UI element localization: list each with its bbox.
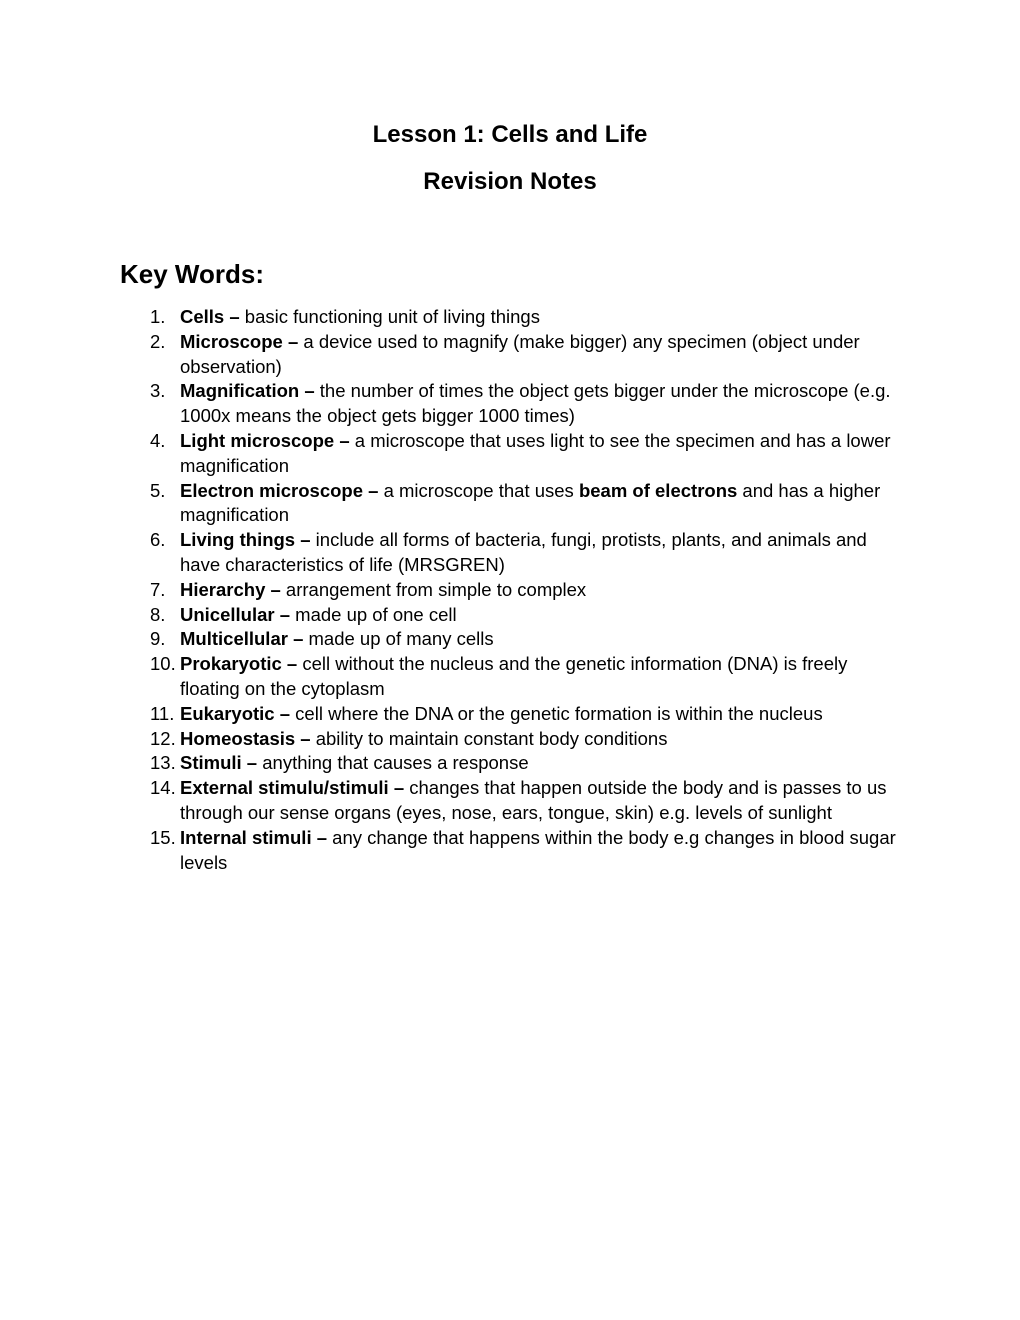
keyword-number: 5. <box>150 479 166 501</box>
keyword-definition: a microscope that uses <box>378 479 579 501</box>
key-words-list <box>0 305 1020 875</box>
keyword-definition: arrangement from simple to complex <box>280 578 587 600</box>
keyword-definition: changes that happen outside the body and is passes to us through our sense organs (eyes, nose, ears, tongue, skin) e.g. levels of sunlight <box>180 777 887 823</box>
keyword-definition-continued: and has a higher magnification <box>180 479 881 526</box>
keyword-number: 4. <box>150 429 166 451</box>
keyword-item-prokaryotic <box>0 652 1020 702</box>
keyword-item-unicellular <box>0 603 1020 628</box>
keyword-definition: cell without the nucleus and the genetic information (DNA) is freely floating on the cytoplasm <box>180 653 848 699</box>
keyword-term: Homeostasis – <box>180 727 311 749</box>
keyword-number: 9. <box>150 628 166 650</box>
keyword-number: 15. <box>150 826 176 848</box>
keyword-term: Electron microscope – <box>180 479 379 501</box>
keyword-term: Unicellular – <box>180 603 291 625</box>
keyword-term: Living things – <box>180 529 311 551</box>
keyword-item-eukaryotic <box>0 702 1020 727</box>
keyword-term: Cells – <box>180 306 240 327</box>
keyword-term: Multicellular – <box>180 628 304 650</box>
keyword-number: 13. <box>150 752 176 774</box>
keyword-emphasis: beam of electrons <box>578 479 738 501</box>
keyword-term: Microscope – <box>180 330 299 352</box>
keyword-number: 10. <box>150 653 176 675</box>
keyword-definition: any change that happens within the body e.g changes in blood sugar levels <box>180 826 896 873</box>
keyword-item-external-stimuli <box>0 776 1020 826</box>
keyword-term: Prokaryotic – <box>180 653 298 675</box>
keyword-definition: anything that causes a response <box>257 752 529 774</box>
keyword-term: Light microscope – <box>180 429 350 451</box>
keyword-number: 8. <box>150 603 166 625</box>
keyword-term: Magnification – <box>180 380 315 402</box>
keyword-definition: include all forms of bacteria, fungi, protists, plants, and animals and have characteristics of life (MRSGREN) <box>180 529 867 575</box>
keyword-item-stimuli <box>0 751 1020 776</box>
keyword-definition: cell where the DNA or the genetic formation is within the nucleus <box>290 702 823 724</box>
keyword-item-cells <box>0 305 1020 330</box>
keyword-number: 12. <box>150 727 176 749</box>
keyword-item-homeostasis <box>0 727 1020 752</box>
keyword-number: 6. <box>150 529 166 551</box>
document-subtitle: Revision Notes <box>423 168 597 195</box>
keyword-item-magnification <box>0 379 1020 429</box>
keyword-number: 11. <box>150 702 175 724</box>
keyword-number: 3. <box>150 380 166 402</box>
keyword-term: External stimulu/stimuli – <box>180 777 405 799</box>
keyword-item-living-things <box>0 528 1020 578</box>
keyword-item-microscope <box>0 330 1020 380</box>
keyword-definition: made up of one cell <box>290 603 457 625</box>
keyword-item-multicellular <box>0 627 1020 652</box>
keyword-number: 7. <box>150 578 166 600</box>
keyword-number: 1. <box>150 306 166 327</box>
keyword-item-hierarchy <box>0 578 1020 603</box>
keyword-term: Internal stimuli – <box>180 826 328 848</box>
keyword-number: 14. <box>150 777 176 799</box>
keyword-item-electron-microscope <box>0 479 1020 529</box>
keyword-definition: basic functioning unit of living things <box>239 306 540 327</box>
keyword-definition: ability to maintain constant body conditions <box>310 727 668 749</box>
keyword-term: Stimuli – <box>180 752 258 774</box>
keyword-definition: made up of many cells <box>303 628 494 650</box>
keyword-definition: a device used to magnify (make bigger) any specimen (object under observation) <box>180 330 860 377</box>
lesson-title: Lesson 1: Cells and Life <box>372 121 648 148</box>
keyword-term: Eukaryotic – <box>180 702 291 724</box>
keyword-item-internal-stimuli <box>0 826 1020 876</box>
keyword-definition: a microscope that uses light to see the specimen and has a lower magnification <box>180 429 891 476</box>
key-words-heading: Key Words: <box>120 259 264 289</box>
keyword-definition: the number of times the object gets bigger under the microscope (e.g. 1000x means the object gets bigger 1000 times) <box>180 380 891 427</box>
keyword-number: 2. <box>150 330 166 352</box>
keyword-term: Hierarchy – <box>180 578 281 600</box>
keyword-item-light-microscope <box>0 429 1020 479</box>
